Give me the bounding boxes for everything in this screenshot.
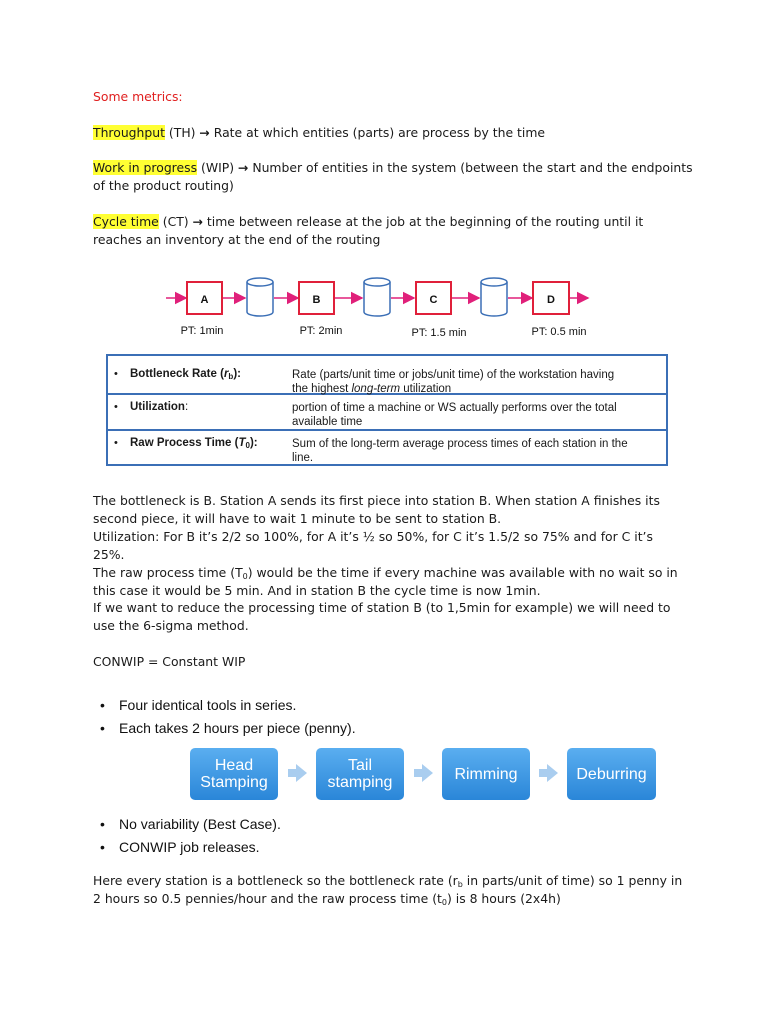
term-raw-process-time: Raw Process Time $(T_0)$: bbox=[130, 437, 258, 450]
process-step-tail-stamping: Tail stamping bbox=[316, 748, 404, 800]
abbr-th: (TH) bbox=[164, 125, 200, 140]
abbr-wip: (WIP) bbox=[197, 160, 238, 175]
table-row-utilization bbox=[106, 395, 668, 429]
chevron-right-icon bbox=[547, 764, 558, 782]
chevron-right-icon bbox=[296, 764, 307, 782]
definition-wip bbox=[93, 159, 693, 195]
paragraph-six-sigma: If we want to reduce the processing time of station B (to 1,5min for example) we will need to use the 6-sigma method. bbox=[93, 600, 671, 633]
right-arrow-icon: → bbox=[199, 125, 210, 140]
definition-cycle-time bbox=[93, 213, 693, 249]
station-c-label: C bbox=[429, 294, 438, 306]
desc-raw-process-time: Sum of the long-term average process times of each station in the line. bbox=[292, 438, 628, 464]
term-bottleneck-rate: Bottleneck Rate $(r_b)$: bbox=[130, 368, 241, 381]
definition-text: Number of entities in the system (between the start and the endpoints of the product routing) bbox=[93, 160, 693, 193]
right-arrow-icon: → bbox=[237, 160, 249, 175]
buffer-cylinder-icon bbox=[364, 278, 390, 316]
process-step-rimming: Rimming bbox=[442, 748, 530, 800]
station-d-label: D bbox=[547, 294, 555, 306]
right-arrow-icon: → bbox=[192, 214, 203, 229]
paragraph-bottleneck: The bottleneck is B. Station A sends its first piece into station B. When station A finishes its second piece, it will have to wait 1 minute to be sent to station B. bbox=[93, 493, 660, 526]
table-row-bottleneck-rate bbox=[106, 354, 668, 395]
buffer-cylinder-icon bbox=[481, 278, 507, 316]
definitions-table bbox=[106, 354, 668, 466]
paragraph-utilization: Utilization: For B it’s 2/2 so 100%, for A it’s ½ so 50%, for C it’s 1.5/2 so 75% and for C it’s 25%. bbox=[93, 529, 653, 562]
definition-text: Rate at which entities (parts) are process by the time bbox=[209, 125, 546, 140]
abbr-ct: (CT) bbox=[158, 214, 193, 229]
process-step-deburring: Deburring bbox=[567, 748, 656, 800]
station-b-label: B bbox=[312, 294, 321, 306]
metrics-heading: Some metrics: bbox=[93, 89, 183, 104]
process-time-c: PT: 1.5 min bbox=[411, 327, 467, 339]
term-wip: Work in progress bbox=[93, 160, 198, 175]
desc-utilization: portion of time a machine or WS actually performs over the total available time bbox=[292, 402, 617, 428]
process-time-b: PT: 2min bbox=[299, 325, 343, 337]
term-cycle-time: Cycle time bbox=[93, 214, 159, 229]
chevron-right-icon bbox=[422, 764, 433, 782]
bullet: • bbox=[114, 368, 118, 380]
bullet: • bbox=[114, 437, 118, 449]
station-a-label: A bbox=[200, 294, 209, 306]
buffer-cylinder-icon bbox=[247, 278, 273, 316]
desc-bottleneck-rate: Rate (parts/unit time or jobs/unit time) of the workstation having the highest long-term utilization bbox=[292, 369, 615, 395]
term-throughput: Throughput bbox=[93, 125, 165, 140]
conwip-definition: CONWIP = Constant WIP bbox=[93, 654, 246, 669]
paragraph-raw-process-time: The raw process time $(T_0)$ would be the time if every machine was available with no wait so in this case it would be 5 min. And in station B the cycle time is now 1min. bbox=[93, 565, 678, 598]
term-utilization: Utilization: bbox=[130, 401, 189, 413]
flow-line-diagram bbox=[0, 270, 768, 350]
table-row-raw-process-time bbox=[106, 429, 668, 466]
bullet: • bbox=[114, 401, 118, 413]
definition-text: time between release at the job at the beginning of the routing until it reaches an inventory at the end of the routing bbox=[93, 214, 644, 247]
paragraph-conclusion: Here every station is a bottleneck so the bottleneck rate ($r_b$ in parts/unit of time) so 1 penny in 2 hours so 0.5 pennies/hour and the raw process time $(t_0)$ is 8 hours (2x4h) bbox=[93, 873, 683, 907]
definition-throughput bbox=[93, 124, 693, 142]
process-time-d: PT: 0.5 min bbox=[531, 326, 587, 338]
process-time-a: PT: 1min bbox=[180, 325, 224, 337]
process-step-head-stamping: Head Stamping bbox=[190, 748, 278, 800]
